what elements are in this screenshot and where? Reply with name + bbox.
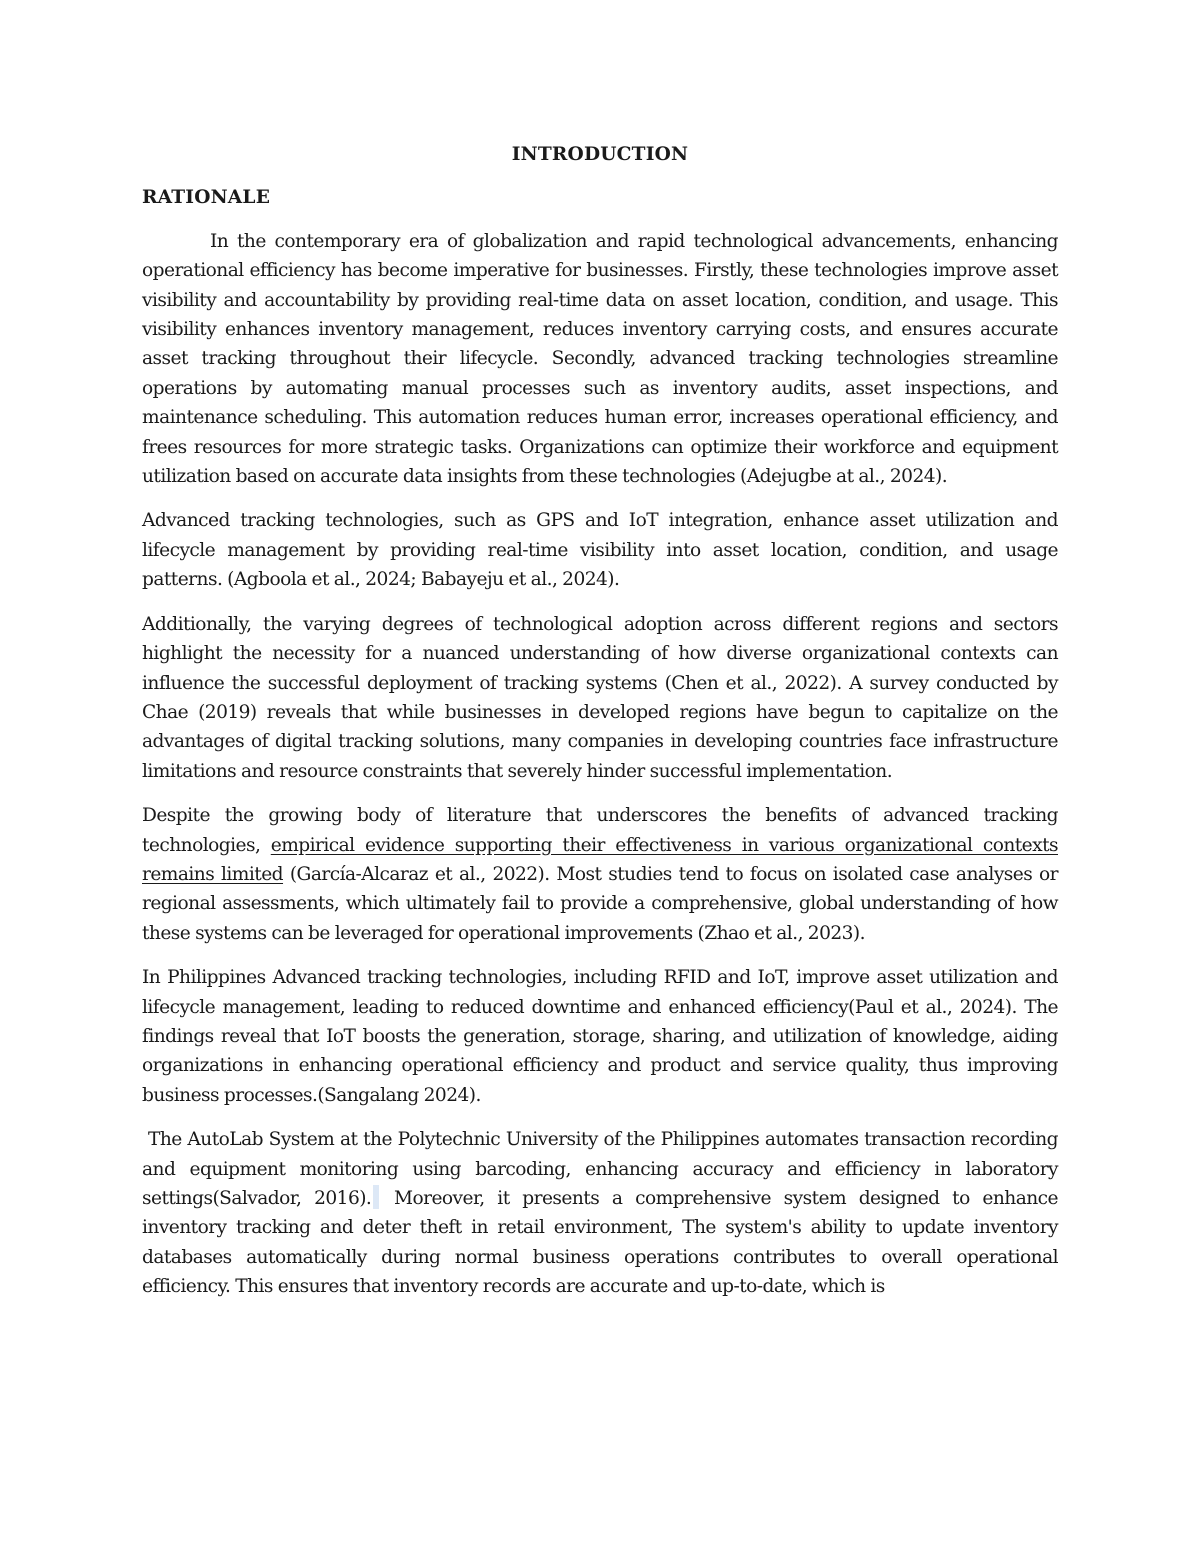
paragraph-2: Advanced tracking technologies, such as GPS and IoT integration, enhance asset utilization and lifecycle management by providing real-time visibility into asset location, condition, and usage patterns. (Agboola et al., 2024; Babayeju et al., 2024). — [142, 510, 1058, 591]
document-title: INTRODUCTION — [511, 144, 689, 165]
paragraph-4-end: (García-Alcaraz et al., 2022). Most studies tend to focus on isolated case analyses or regional assessments, which ultimately fail to provide a comprehensive, global understanding of how these systems can be leveraged for operational improvements (Zhao et al., 2023). — [142, 863, 1058, 944]
document-page — [142, 140, 1058, 1317]
underlined-claim: empirical evidence supporting their effectiveness in various organizational contexts remains limited — [142, 834, 1058, 885]
paragraph-3: Additionally, the varying degrees of technological adoption across different regions and sectors highlight the necessity for a nuanced understanding of how diverse organizational contexts can influence the successful deployment of tracking systems (Chen et al., 2022). A survey conducted by Chae (2019) reveals that while businesses in developed regions have begun to capitalize on the advantages of digital tracking solutions, many companies in developing countries face infrastructure limitations and resource constraints that severely hinder successful implementation. — [142, 613, 1058, 782]
paragraph-4-start: Despite the growing body of literature that underscores the benefits of advanced tracking technologies, — [142, 805, 1058, 856]
text-cursor-highlight[interactable] — [373, 1185, 379, 1209]
paragraph-6-start: The AutoLab System at the Polytechnic University of the Philippines automates transaction recording and equipment monitoring using barcoding, enhancing accuracy and efficiency in laboratory settings(Salvador, 2016). — [142, 1129, 1058, 1209]
paragraph-6 — [142, 1125, 1058, 1301]
paragraph-5: In Philippines Advanced tracking technologies, including RFID and IoT, improve asset utilization and lifecycle management, leading to reduced downtime and enhanced efficiency(Paul et al., 2024). The findings reveal that IoT boosts the generation, storage, sharing, and utilization of knowledge, aiding organizations in enhancing operational efficiency and product and service quality, thus improving business processes.(Sangalang 2024). — [142, 967, 1058, 1106]
paragraph-6-end: Moreover, it presents a comprehensive system designed to enhance inventory tracking and deter theft in retail environment, The system's ability to update inventory databases automatically during normal business operations contributes to overall operational efficiency. This ensures that inventory records are accurate and up-to-date, which is — [142, 1188, 1058, 1298]
section-heading: RATIONALE — [142, 187, 271, 209]
paragraph-1: In the contemporary era of globalization and rapid technological advancements, enhancing operational efficiency has become imperative for businesses. Firstly, these technologies improve asset visibility and accountability by providing real-time data on asset location, condition, and usage. This visibility enhances inventory management, reduces inventory carrying costs, and ensures accurate asset tracking throughout their lifecycle. Secondly, advanced tracking technologies streamline operations by automating manual processes such as inventory audits, asset inspections, and maintenance scheduling. This automation reduces human error, increases operational efficiency, and frees resources for more strategic tasks. Organizations can optimize their workforce and equipment utilization based on accurate data insights from these technologies (Adejugbe at al., 2024). — [142, 230, 1058, 488]
paragraph-4 — [142, 801, 1058, 948]
